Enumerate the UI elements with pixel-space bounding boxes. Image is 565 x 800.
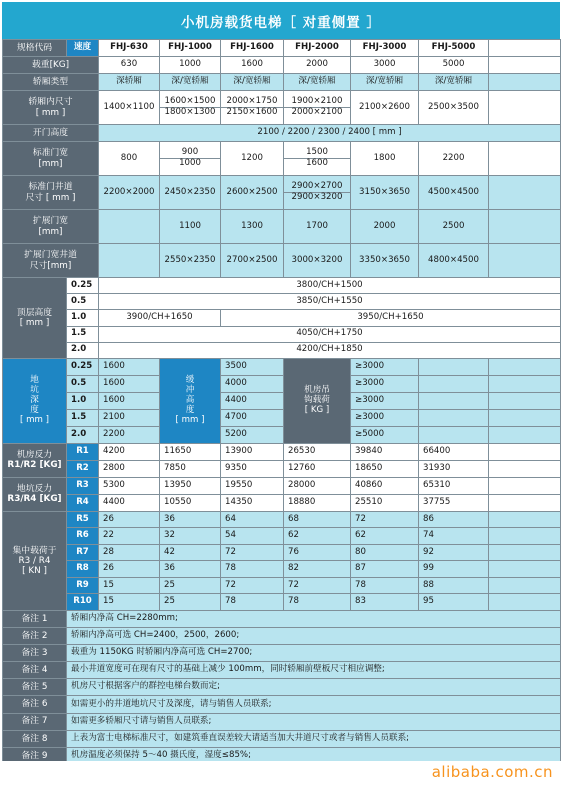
pit-speed: 2.0 — [67, 426, 99, 443]
machine-reaction-value: 31930 — [419, 460, 489, 477]
table-cell — [489, 409, 561, 426]
conc-load-value: 36 — [160, 511, 221, 528]
top-height-value: 3900/CH+1650 — [99, 310, 221, 326]
buffer-height-value: 4700 — [221, 409, 284, 426]
conc-load-value: 15 — [99, 577, 160, 594]
pit-reaction-value: 10550 — [160, 494, 221, 511]
sheet-title: 小机房载货电梯［ 对重侧置 ］ — [2, 2, 560, 39]
pit-speed: 0.25 — [67, 358, 99, 375]
cartype-value: 深/宽轿厢 — [221, 74, 284, 91]
header-code-label: 规格代码 — [3, 40, 67, 57]
table-cell — [489, 561, 561, 578]
ext-door-value: 1700 — [284, 210, 351, 244]
conc-load-value: 78 — [284, 594, 351, 611]
table-cell — [489, 577, 561, 594]
door-width-value: 900 1000 — [160, 142, 221, 176]
table-cell — [99, 244, 160, 278]
table-cell — [489, 392, 561, 409]
conc-load-value: 88 — [419, 577, 489, 594]
machine-reaction-value: 18650 — [351, 460, 419, 477]
top-speed: 0.5 — [67, 294, 99, 310]
buffer-height-value: 5200 — [221, 426, 284, 443]
pit-reaction-code: R3 — [67, 477, 99, 494]
top-speed: 2.0 — [67, 342, 99, 358]
top-speed: 1.0 — [67, 310, 99, 326]
conc-load-value: 32 — [160, 528, 221, 545]
conc-load-value: 99 — [419, 561, 489, 578]
conc-load-value: 87 — [351, 561, 419, 578]
pit-reaction-value: 14350 — [221, 494, 284, 511]
buffer-height-label: 缓 冲 高 度 [ mm ] — [160, 358, 221, 443]
conc-load-code: R5 — [67, 511, 99, 528]
conc-load-value: 82 — [284, 561, 351, 578]
conc-load-value: 78 — [351, 577, 419, 594]
load-value: 3000 — [351, 57, 419, 74]
pit-reaction-value: 37755 — [419, 494, 489, 511]
note-label: 备注 2 — [3, 628, 67, 645]
top-height-label: 顶层高度 [ mm ] — [3, 278, 67, 359]
ext-shaft-label: 扩展门宽井道 尺寸[mm] — [3, 244, 99, 278]
spec-table — [2, 39, 561, 782]
table-cell — [489, 477, 561, 494]
pit-reaction-value: 13950 — [160, 477, 221, 494]
note-text: 载重为 1150KG 时轿厢内净高可选 CH=2700; — [67, 645, 561, 662]
machine-reaction-value: 13900 — [221, 443, 284, 460]
machine-reaction-value: 12760 — [284, 460, 351, 477]
conc-load-value: 72 — [351, 511, 419, 528]
top-height-value: 4200/CH+1850 — [99, 342, 561, 358]
shaft-size-value: 2600×2500 — [221, 176, 284, 210]
footer-bar — [0, 761, 565, 800]
pit-speed: 1.0 — [67, 392, 99, 409]
table-cell — [489, 57, 561, 74]
machine-reaction-code: R1 — [67, 443, 99, 460]
machine-reaction-value: 39840 — [351, 443, 419, 460]
cartype-value: 深/宽轿厢 — [419, 74, 489, 91]
ext-door-label: 扩展门宽 [mm] — [3, 210, 99, 244]
pit-speed: 0.5 — [67, 375, 99, 392]
pit-reaction-code: R4 — [67, 494, 99, 511]
machine-reaction-label: 机房反力 R1/R2 [KG] — [3, 443, 67, 477]
pit-speed: 1.5 — [67, 409, 99, 426]
table-cell — [489, 40, 561, 57]
spec-sheet — [2, 2, 560, 782]
pit-depth-label: 地 坑 深 度 [ mm ] — [3, 358, 67, 443]
conc-load-value: 92 — [419, 544, 489, 561]
conc-load-value: 78 — [221, 594, 284, 611]
pit-reaction-value: 25510 — [351, 494, 419, 511]
machine-reaction-value: 66400 — [419, 443, 489, 460]
cartype-value: 深/宽轿厢 — [351, 74, 419, 91]
door-width-label: 标准门宽 [mm] — [3, 142, 99, 176]
conc-load-value: 72 — [284, 577, 351, 594]
conc-load-value: 95 — [419, 594, 489, 611]
car-size-value: 2500×3500 — [419, 91, 489, 125]
door-width-value: 800 — [99, 142, 160, 176]
top-height-value: 3950/CH+1650 — [221, 310, 561, 326]
conc-load-value: 83 — [351, 594, 419, 611]
shaft-size-value: 2450×2350 — [160, 176, 221, 210]
conc-load-code: R9 — [67, 577, 99, 594]
ext-shaft-value: 4800×4500 — [419, 244, 489, 278]
table-cell — [489, 142, 561, 176]
pit-reaction-value: 28000 — [284, 477, 351, 494]
hook-load-value: ≥3000 — [351, 375, 419, 392]
table-cell — [489, 91, 561, 125]
shaft-size-label: 标准门井道 尺寸 [ mm ] — [3, 176, 99, 210]
conc-load-code: R6 — [67, 528, 99, 545]
table-cell — [489, 210, 561, 244]
table-cell — [419, 426, 489, 443]
pit-reaction-value: 18880 — [284, 494, 351, 511]
ext-shaft-value: 2700×2500 — [221, 244, 284, 278]
pit-depth-value: 1600 — [99, 392, 160, 409]
pit-reaction-value: 65310 — [419, 477, 489, 494]
top-speed: 0.25 — [67, 278, 99, 294]
model-header: FHJ-630 — [99, 40, 160, 57]
note-label: 备注 9 — [3, 747, 67, 764]
model-header: FHJ-2000 — [284, 40, 351, 57]
table-cell — [99, 210, 160, 244]
table-cell — [489, 594, 561, 611]
ext-door-value: 1300 — [221, 210, 284, 244]
load-value: 630 — [99, 57, 160, 74]
table-cell — [489, 426, 561, 443]
conc-load-value: 86 — [419, 511, 489, 528]
note-label: 备注 8 — [3, 730, 67, 747]
shaft-size-value: 4500×4500 — [419, 176, 489, 210]
conc-load-value: 72 — [221, 544, 284, 561]
load-value: 5000 — [419, 57, 489, 74]
conc-load-value: 62 — [284, 528, 351, 545]
conc-load-value: 54 — [221, 528, 284, 545]
machine-reaction-value: 9350 — [221, 460, 284, 477]
model-header: FHJ-1000 — [160, 40, 221, 57]
hook-load-label: 机房吊 钩载荷 [ KG ] — [284, 358, 351, 443]
buffer-height-value: 3500 — [221, 358, 284, 375]
cartype-label: 轿厢类型 — [3, 74, 99, 91]
car-size-value: 2000×1750 2150×1600 — [221, 91, 284, 125]
load-label: 载重[KG] — [3, 57, 99, 74]
hook-load-value: ≥3000 — [351, 358, 419, 375]
cartype-value: 深/宽轿厢 — [284, 74, 351, 91]
load-value: 1000 — [160, 57, 221, 74]
hook-load-value: ≥3000 — [351, 392, 419, 409]
car-size-value: 1600×1500 1800×1300 — [160, 91, 221, 125]
model-header: FHJ-3000 — [351, 40, 419, 57]
conc-load-value: 26 — [99, 561, 160, 578]
pit-reaction-value: 19550 — [221, 477, 284, 494]
ext-door-value: 2500 — [419, 210, 489, 244]
note-text: 机房温度必须保持 5～40 摄氏度，湿度≤85%; — [67, 747, 561, 764]
shaft-size-value: 2900×2700 2900×3200 — [284, 176, 351, 210]
note-text: 上表为富士电梯标准尺寸，如建筑垂直误差较大请适当加大井道尺寸或者与销售人员联系; — [67, 730, 561, 747]
buffer-height-value: 4000 — [221, 375, 284, 392]
pit-reaction-value: 40860 — [351, 477, 419, 494]
hook-load-value: ≥5000 — [351, 426, 419, 443]
door-width-value: 1500 1600 — [284, 142, 351, 176]
pit-reaction-value: 5300 — [99, 477, 160, 494]
conc-load-value: 76 — [284, 544, 351, 561]
note-label: 备注 1 — [3, 610, 67, 627]
conc-load-label: 集中载荷于 R3 / R4 [ KN ] — [3, 511, 67, 610]
conc-load-value: 15 — [99, 594, 160, 611]
pit-depth-value: 2200 — [99, 426, 160, 443]
conc-load-value: 28 — [99, 544, 160, 561]
table-cell — [489, 544, 561, 561]
car-size-value: 1400×1100 — [99, 91, 160, 125]
table-cell — [489, 176, 561, 210]
conc-load-value: 25 — [160, 577, 221, 594]
note-text: 轿厢内净高 CH=2280mm; — [67, 610, 561, 627]
conc-load-code: R10 — [67, 594, 99, 611]
conc-load-value: 25 — [160, 594, 221, 611]
table-cell — [489, 511, 561, 528]
door-width-value: 1200 — [221, 142, 284, 176]
pit-depth-value: 2100 — [99, 409, 160, 426]
conc-load-value: 26 — [99, 511, 160, 528]
cartype-value: 深/宽轿厢 — [160, 74, 221, 91]
table-cell — [489, 358, 561, 375]
car-size-value: 2100×2600 — [351, 91, 419, 125]
conc-load-value: 64 — [221, 511, 284, 528]
opening-height-value: 2100 / 2200 / 2300 / 2400 [ mm ] — [99, 125, 561, 142]
machine-reaction-value: 7850 — [160, 460, 221, 477]
shaft-size-value: 2200×2000 — [99, 176, 160, 210]
conc-load-value: 74 — [419, 528, 489, 545]
car-size-label: 轿厢内尺寸 [ mm ] — [3, 91, 99, 125]
ext-shaft-value: 3000×3200 — [284, 244, 351, 278]
conc-load-value: 80 — [351, 544, 419, 561]
note-label: 备注 3 — [3, 645, 67, 662]
watermark-logo: alibaba.com.cn — [431, 763, 553, 781]
conc-load-code: R8 — [67, 561, 99, 578]
cartype-value: 深轿厢 — [99, 74, 160, 91]
ext-door-value: 1100 — [160, 210, 221, 244]
table-cell — [419, 358, 489, 375]
conc-load-value: 22 — [99, 528, 160, 545]
car-size-value: 1900×2100 2000×2100 — [284, 91, 351, 125]
note-text: 如需更多轿厢尺寸请与销售人员联系; — [67, 713, 561, 730]
top-height-value: 3850/CH+1550 — [99, 294, 561, 310]
note-text: 机房尺寸根据客户的群控电梯台数而定; — [67, 679, 561, 696]
table-cell — [489, 494, 561, 511]
door-width-value: 1800 — [351, 142, 419, 176]
pit-reaction-label: 地坑反力 R3/R4 [KG] — [3, 477, 67, 511]
load-value: 2000 — [284, 57, 351, 74]
hook-load-value: ≥3000 — [351, 409, 419, 426]
table-cell — [419, 375, 489, 392]
top-speed: 1.5 — [67, 326, 99, 342]
top-height-value: 3800/CH+1500 — [99, 278, 561, 294]
note-text: 如需更小的井道地坑尺寸及深度，请与销售人员联系; — [67, 696, 561, 713]
note-text: 最小井道宽度可在现有尺寸的基础上减少 100mm，同时轿厢前壁板尺寸相应调整; — [67, 662, 561, 679]
model-header: FHJ-1600 — [221, 40, 284, 57]
note-text: 轿厢内净高可选 CH=2400，2500，2600; — [67, 628, 561, 645]
machine-reaction-code: R2 — [67, 460, 99, 477]
top-height-value: 4050/CH+1750 — [99, 326, 561, 342]
pit-depth-value: 1600 — [99, 375, 160, 392]
table-cell — [489, 528, 561, 545]
conc-load-value: 72 — [221, 577, 284, 594]
note-label: 备注 5 — [3, 679, 67, 696]
pit-reaction-value: 4400 — [99, 494, 160, 511]
note-label: 备注 6 — [3, 696, 67, 713]
machine-reaction-value: 11650 — [160, 443, 221, 460]
ext-shaft-value: 2550×2350 — [160, 244, 221, 278]
ext-door-value: 2000 — [351, 210, 419, 244]
load-value: 1600 — [221, 57, 284, 74]
shaft-size-value: 3150×3650 — [351, 176, 419, 210]
machine-reaction-value: 2800 — [99, 460, 160, 477]
model-header: FHJ-5000 — [419, 40, 489, 57]
table-cell — [489, 375, 561, 392]
conc-load-value: 36 — [160, 561, 221, 578]
header-speed-label: 速度 — [67, 40, 99, 57]
conc-load-value: 78 — [221, 561, 284, 578]
table-cell — [489, 244, 561, 278]
table-cell — [489, 460, 561, 477]
machine-reaction-value: 4200 — [99, 443, 160, 460]
pit-depth-value: 1600 — [99, 358, 160, 375]
conc-load-value: 42 — [160, 544, 221, 561]
note-label: 备注 7 — [3, 713, 67, 730]
table-cell — [489, 74, 561, 91]
conc-load-code: R7 — [67, 544, 99, 561]
door-width-value: 2200 — [419, 142, 489, 176]
table-cell — [489, 443, 561, 460]
opening-height-label: 开门高度 — [3, 125, 99, 142]
table-cell — [419, 392, 489, 409]
note-label: 备注 4 — [3, 662, 67, 679]
machine-reaction-value: 26530 — [284, 443, 351, 460]
conc-load-value: 62 — [351, 528, 419, 545]
table-cell — [419, 409, 489, 426]
buffer-height-value: 4400 — [221, 392, 284, 409]
ext-shaft-value: 3350×3650 — [351, 244, 419, 278]
conc-load-value: 68 — [284, 511, 351, 528]
